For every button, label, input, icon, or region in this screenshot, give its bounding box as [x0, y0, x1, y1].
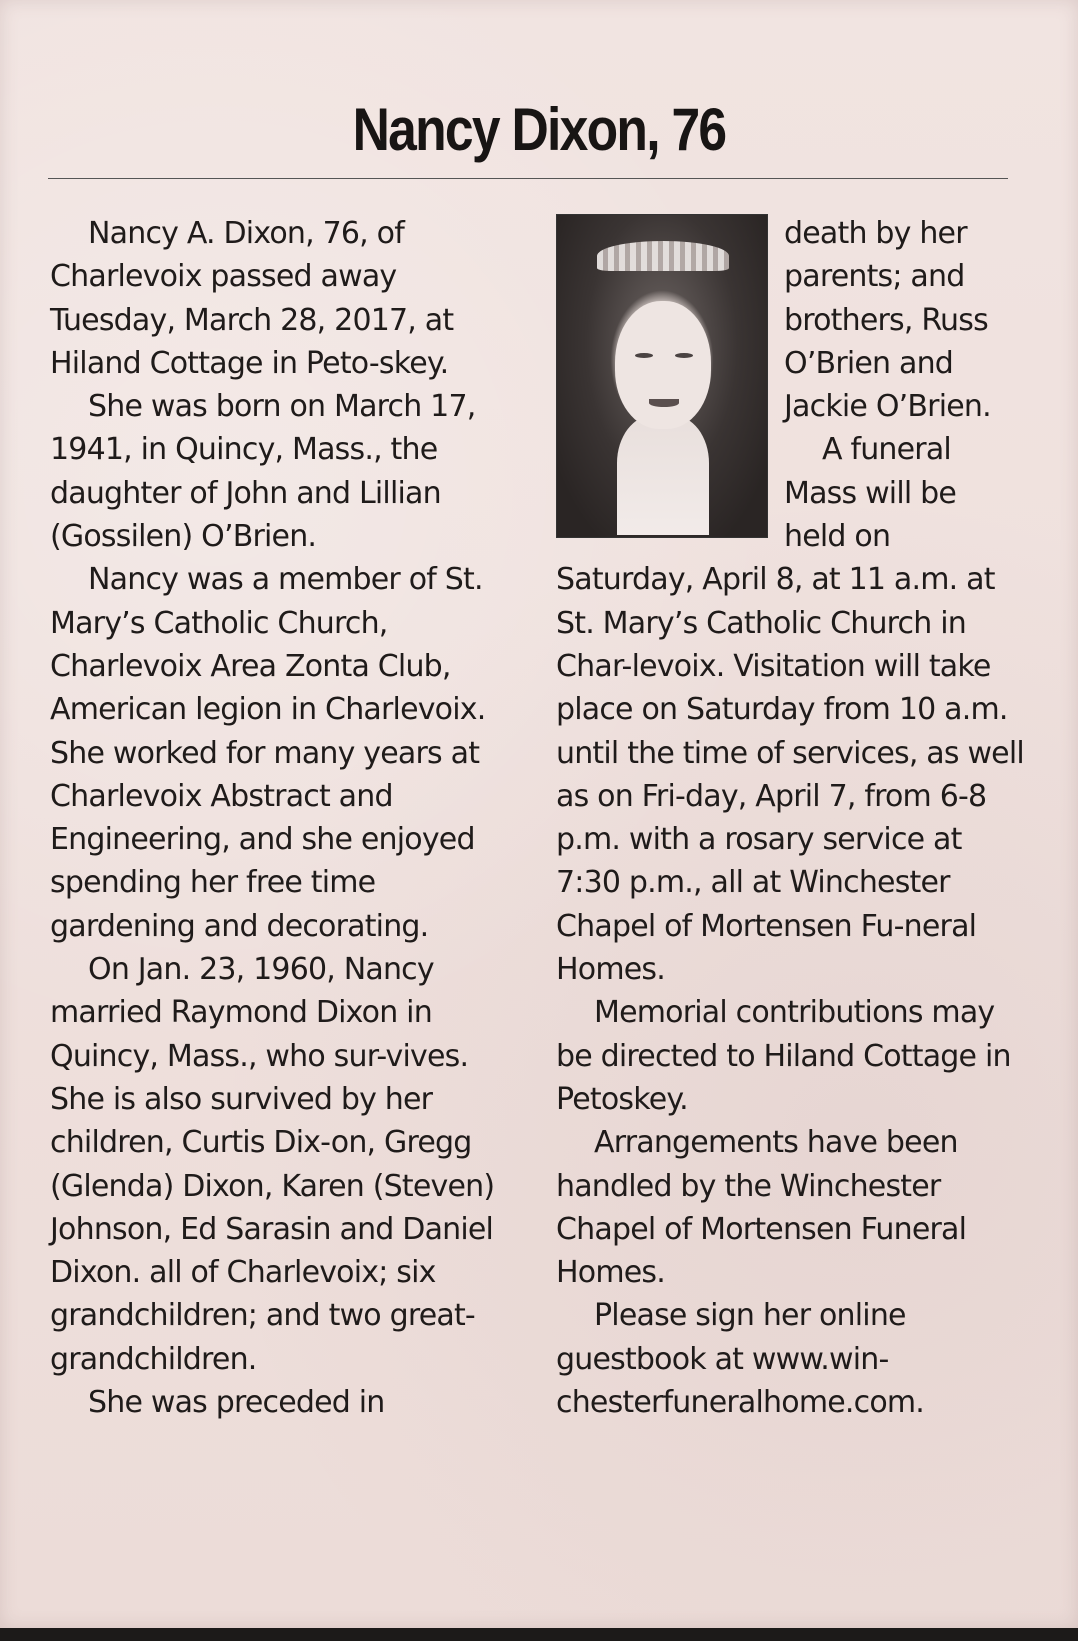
paragraph: Nancy A. Dixon, 76, of Charlevoix passed away Tuesday, March 28, 2017, at Hiland Cottage in Peto-skey.: [50, 216, 454, 381]
obituary-headline: Nancy Dixon, 76: [352, 96, 726, 163]
face: [615, 301, 711, 429]
paragraph: She was preceded in: [88, 1385, 385, 1421]
headline-rule: [48, 178, 1008, 179]
tiara: [597, 241, 729, 271]
left-column: [50, 212, 520, 1424]
paragraph: A funeral Mass will be held on Saturday, April 8, at 11 a.m. at St. Mary’s Catholic Church in Char-levoix. Visitation will take place on Saturday from 10 a.m. until the time of services, as well as on Fri-day, April 7, from 6-8 p.m. with a rosary service at 7:30 p.m., all at Winchester Chapel of Mortensen Fu-neral Homes.: [556, 432, 1024, 988]
paragraph: On Jan. 23, 1960, Nancy married Raymond Dixon in Quincy, Mass., who sur-vives. She is also survived by her children, Curtis Dix-on, Gregg (Glenda) Dixon, Karen (Steven) Johnson, Ed Sarasin and Daniel Dixon. all of Charlevoix; six grandchildren; and two great-grandchildren.: [50, 952, 495, 1377]
paragraph: She was born on March 17, 1941, in Quincy, Mass., the daughter of John and Lillian (Gossilen) O’Brien.: [50, 389, 476, 555]
paragraph: Arrangements have been handled by the Winchester Chapel of Mortensen Funeral Homes.: [556, 1125, 967, 1291]
paragraph: Nancy was a member of St. Mary’s Catholic Church, Charlevoix Area Zonta Club, American legion in Charlevoix. She worked for many years at Charlevoix Abstract and Engineering, and she enjoyed spending her free time gardening and decorating.: [50, 562, 486, 944]
paragraph: death by her parents; and brothers, Russ O’Brien and Jackie O’Brien.: [784, 216, 991, 425]
right-column: [556, 212, 1026, 1424]
paragraph: Please sign her online guestbook at www.win-chesterfuneralhome.com.: [556, 1298, 925, 1421]
paragraph: Memorial contributions may be directed to Hiland Cottage in Petoskey.: [556, 995, 1011, 1117]
portrait-photo: [556, 214, 768, 538]
